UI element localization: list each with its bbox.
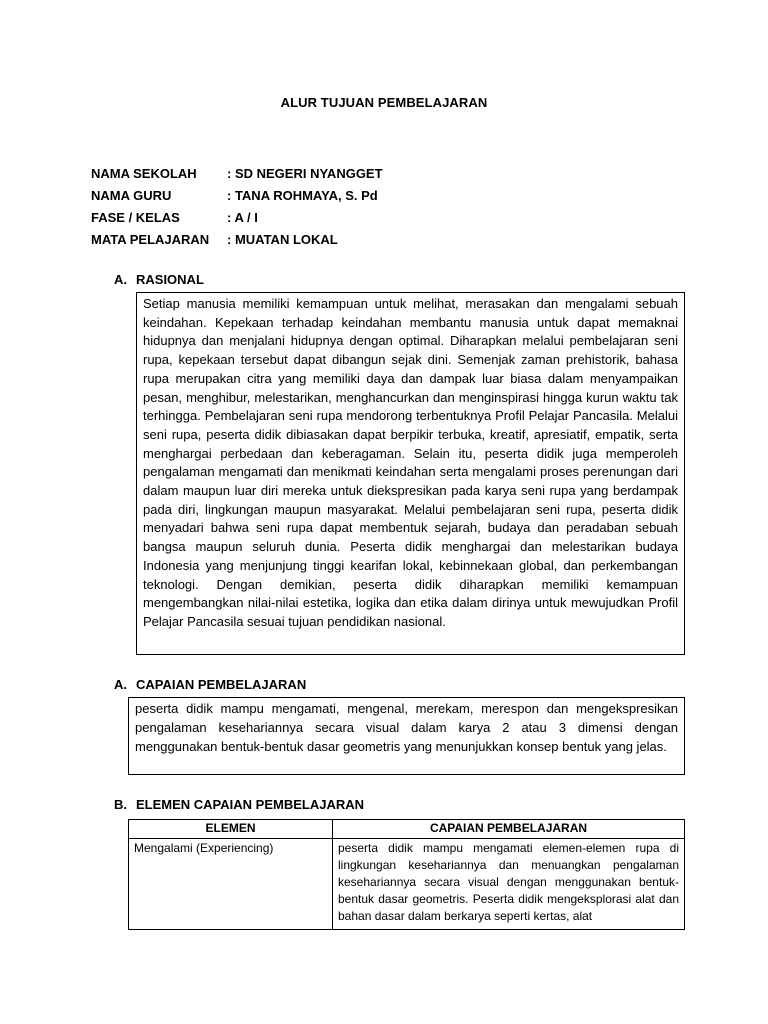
info-label: NAMA GURU [91, 188, 172, 203]
info-value: : SD NEGERI NYANGGET [227, 166, 383, 181]
info-label: FASE / KELAS [91, 210, 180, 225]
capaian-text-box: peserta didik mampu mengamati, mengenal, merekam, merespon dan mengekspresikan pengalaman kesehariannya secara visual dalam karya 2 atau 3 dimensi dengan menggunakan bentuk-bentuk dasar geometris yang menunjukkan konsep bentuk yang jelas. [128, 697, 685, 775]
cell-capaian: peserta didik mampu mengamati elemen-elemen rupa di lingkungan kesehariannya dan menuangkan pengalaman kesehariannya secara visual dengan menggunakan bentuk-bentuk dasar geometris. Peserta didik mengeksplorasi alat dan bahan dasar dalam berkarya seperti kertas, alat [333, 839, 685, 930]
info-row-subject [91, 229, 383, 251]
column-header-elemen: ELEMEN [129, 820, 333, 839]
info-row-school [91, 163, 383, 185]
rasional-text-box: Setiap manusia memiliki kemampuan untuk melihat, merasakan dan mengalami sebuah keindahan. Kepekaan terhadap keindahan membantu manusia untuk dapat memaknai hidupnya dan menjalani hidupnya dengan optimal. Diharapkan melalui pembelajaran seni rupa, kepekaan tersebut dapat dibangun sejak dini. Semenjak zaman prehistorik, bahasa rupa merupakan citra yang memiliki daya dan dampak luar biasa dalam menyampaikan pesan, menghibur, melestarikan, menghancurkan dan menginspirasi hingga kurun waktu tak terhingga. Pembelajaran seni rupa mendorong terbentuknya Profil Pelajar Pancasila. Melalui seni rupa, peserta didik dibiasakan dapat berpikir terbuka, kreatif, apresiatif, empatik, serta menghargai perbedaan dan keberagaman. Selain itu, peserta didik juga memperoleh pengalaman mengamati dan menikmati keindahan serta mengalami proses perenungan dari dalam maupun luar diri mereka untuk diekspresikan pada karya seni rupa yang berdampak pada diri, lingkungan maupun masyarakat. Melalui pembelajaran seni rupa, peserta didik menyadari bahwa seni rupa dapat membentuk sejarah, budaya dan peradaban sebuah bangsa maupun seluruh dunia. Peserta didik menghargai dan melestarikan budaya Indonesia yang menjunjung tinggi kearifan lokal, kebinnekaan global, dan perkembangan teknologi. Dengan demikian, peserta didik diharapkan memiliki kemampuan mengembangkan nilai-nilai estetika, logika dan etika dalam dirinya untuk mewujudkan Profil Pelajar Pancasila sesuai tujuan pendidikan nasional. [136, 292, 685, 655]
info-label: MATA PELAJARAN [91, 232, 210, 247]
info-value: : TANA ROHMAYA, S. Pd [227, 188, 378, 203]
section-title: CAPAIAN PEMBELAJARAN [136, 677, 307, 692]
section-title: ELEMEN CAPAIAN PEMBELAJARAN [136, 797, 364, 812]
section-title: RASIONAL [136, 272, 204, 287]
info-value: : MUATAN LOKAL [227, 232, 338, 247]
section-heading-rasional [114, 272, 204, 287]
table-row [129, 839, 685, 930]
section-letter: A. [114, 677, 127, 692]
column-header-capaian: CAPAIAN PEMBELAJARAN [333, 820, 685, 839]
identity-block [91, 163, 383, 251]
section-heading-capaian [114, 677, 306, 692]
info-label: NAMA SEKOLAH [91, 166, 197, 181]
cell-elemen: Mengalami (Experiencing) [129, 839, 333, 930]
document-title: ALUR TUJUAN PEMBELAJARAN [280, 95, 488, 110]
section-letter: A. [114, 272, 127, 287]
info-row-teacher [91, 185, 383, 207]
table-header-row [129, 820, 685, 839]
elemen-table [128, 819, 685, 930]
section-heading-elemen [114, 797, 364, 812]
section-letter: B. [114, 797, 127, 812]
info-row-phase [91, 207, 383, 229]
info-value: : A / I [227, 210, 258, 225]
